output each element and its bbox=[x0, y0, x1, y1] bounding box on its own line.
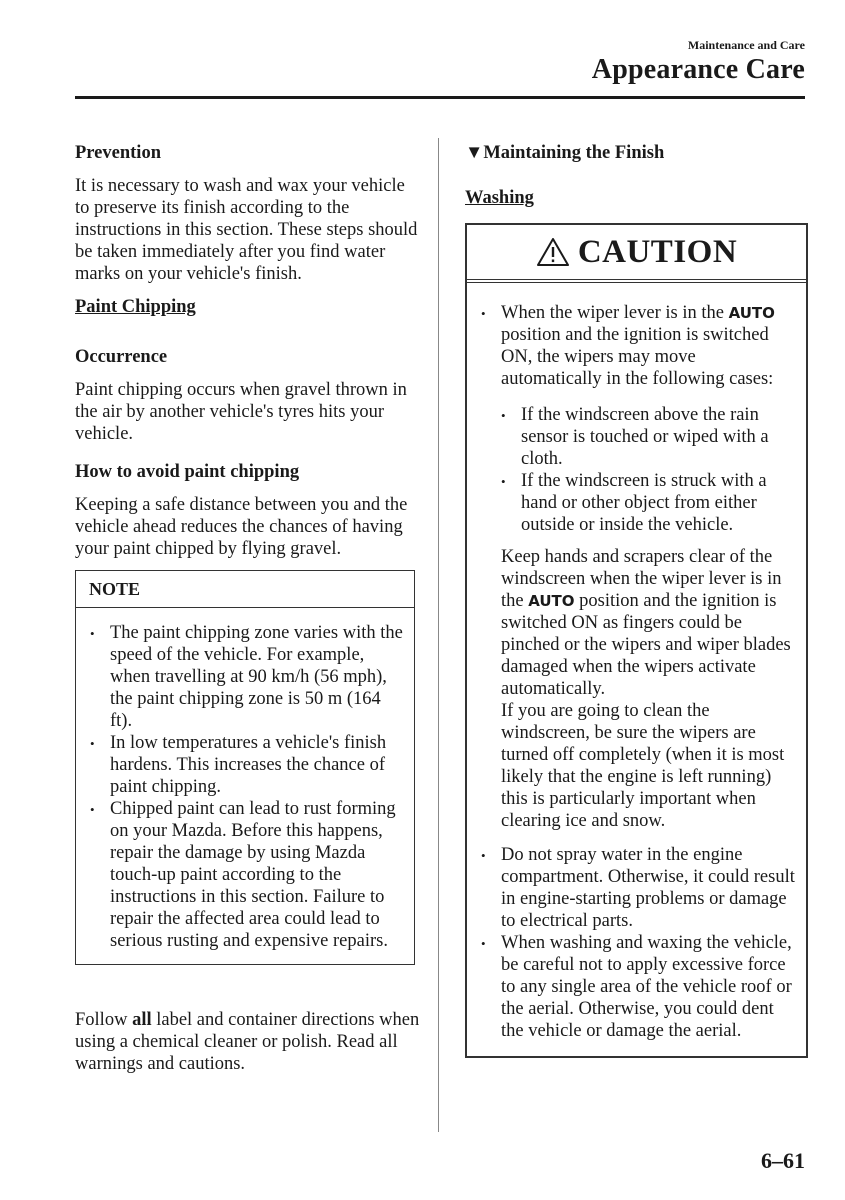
avoid-text: Keeping a safe distance between you and the vehicle ahead reduces the chances of having your paint chipped by flying gravel. bbox=[75, 495, 408, 559]
note-item-text: Chipped paint can lead to rust forming on your Mazda. Before this happens, repair the damage by using Mazda touch-up paint according to the instructions in this section. Failure to repair the affected area could lead to serious rusting and expensive repairs. bbox=[110, 799, 396, 951]
caution-item-text bbox=[501, 302, 798, 390]
caution-item bbox=[481, 302, 798, 832]
note-item bbox=[90, 798, 404, 952]
bullet-icon bbox=[90, 798, 110, 952]
bullet-icon bbox=[481, 844, 501, 932]
follow-post: label and container directions when using a chemical cleaner or polish. Read all warnings and cautions. bbox=[75, 1010, 420, 1074]
caution-box bbox=[465, 223, 808, 1058]
note-label: NOTE bbox=[76, 571, 414, 608]
caution-label: CAUTION bbox=[577, 234, 738, 270]
page-title: Appearance Care bbox=[591, 54, 805, 85]
note-item bbox=[90, 732, 404, 798]
right-column bbox=[465, 142, 810, 1058]
washing-heading: Washing bbox=[465, 188, 534, 208]
caution-item bbox=[481, 932, 798, 1042]
bullet-icon bbox=[90, 732, 110, 798]
caution-body bbox=[467, 280, 806, 1056]
caution-subitem bbox=[501, 470, 798, 536]
bullet-icon bbox=[501, 470, 521, 536]
keep-text bbox=[501, 546, 798, 700]
column-divider bbox=[438, 138, 439, 1132]
triangle-down-icon: ▼ bbox=[465, 143, 484, 163]
follow-pre: Follow bbox=[75, 1010, 133, 1030]
note-body bbox=[76, 608, 414, 964]
note-item bbox=[90, 622, 404, 732]
caution-item-text: When washing and waxing the vehicle, be careful not to apply excessive force to any single area of the vehicle roof or the aerial. Otherwise, you could dent the vehicle or damage the aerial. bbox=[501, 933, 792, 1041]
paint-chipping-heading: Paint Chipping bbox=[75, 297, 196, 317]
header-rule bbox=[75, 96, 805, 99]
warning-triangle-icon bbox=[536, 237, 570, 267]
occurrence-heading: Occurrence bbox=[75, 347, 168, 367]
keep-post: position and the ignition is switched ON as fingers could be pinched or the wipers and wiper blades damaged when the wipers activate automatically. bbox=[501, 591, 791, 699]
note-item-text: In low temperatures a vehicle's finish hardens. This increases the chance of paint chipping. bbox=[110, 733, 387, 797]
keep-pre: Keep hands and scrapers clear of the windscreen when the wiper lever is in the bbox=[501, 547, 782, 611]
auto-label: AUTO bbox=[728, 304, 775, 322]
bullet-icon bbox=[90, 622, 110, 732]
left-column bbox=[75, 142, 420, 1075]
caution-item-text: Do not spray water in the engine compartment. Otherwise, it could result in engine-starting problems or damage to electrical parts. bbox=[501, 845, 795, 931]
section-heading-text: Maintaining the Finish bbox=[483, 143, 665, 163]
bullet-icon bbox=[481, 302, 501, 832]
section-label: Maintenance and Care bbox=[687, 38, 805, 52]
subitem-text: If the windscreen above the rain sensor is touched or wiped with a cloth. bbox=[521, 405, 769, 469]
note-item-text: The paint chipping zone varies with the speed of the vehicle. For example, when travelling at 90 km/h (56 mph), the paint chipping zone is 50 m (164 ft). bbox=[110, 623, 403, 731]
caution-subitem bbox=[501, 404, 798, 470]
subitem-text: If the windscreen is struck with a hand or other object from either outside or inside the vehicle. bbox=[521, 471, 767, 535]
section-heading bbox=[465, 142, 810, 164]
caution-sublist bbox=[501, 404, 798, 536]
bullet-icon bbox=[481, 932, 501, 1042]
item1-pre: When the wiper lever is in the bbox=[501, 303, 729, 323]
clean-text: If you are going to clean the windscreen, be sure the wipers are turned off completely (when it is most likely that the engine is left running) this is particularly important when clearing ice and snow. bbox=[501, 701, 785, 831]
follow-bold: all bbox=[132, 1010, 152, 1030]
avoid-heading: How to avoid paint chipping bbox=[75, 462, 300, 482]
occurrence-text: Paint chipping occurs when gravel thrown in the air by another vehicle's tyres hits your vehicle. bbox=[75, 380, 407, 444]
prevention-text: It is necessary to wash and wax your vehicle to preserve its finish according to the instructions in this section. These steps should be taken immediately after you find water marks on your vehicle's finish. bbox=[75, 176, 418, 284]
caution-item bbox=[481, 844, 798, 932]
prevention-heading: Prevention bbox=[75, 143, 161, 163]
auto-label: AUTO bbox=[528, 592, 575, 610]
page-number: 6–61 bbox=[761, 1148, 805, 1173]
item1-post: position and the ignition is switched ON, the wipers may move automatically in the following cases: bbox=[501, 325, 774, 389]
caution-header bbox=[467, 225, 806, 280]
bullet-icon bbox=[501, 404, 521, 470]
note-box bbox=[75, 570, 415, 965]
follow-text bbox=[75, 1009, 420, 1075]
